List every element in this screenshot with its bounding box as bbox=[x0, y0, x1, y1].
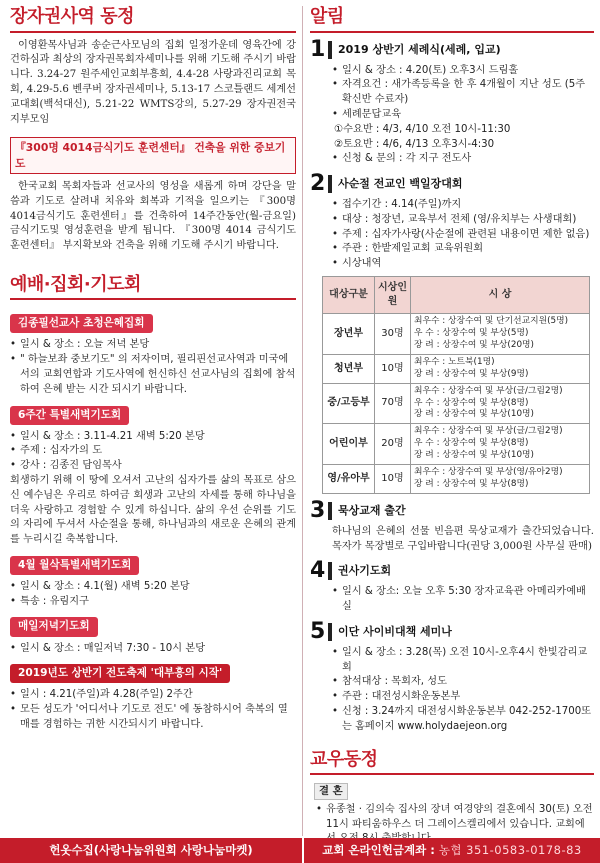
evangelism-list bbox=[10, 688, 296, 732]
table-row bbox=[323, 354, 590, 383]
notice-number: 4 bbox=[310, 558, 326, 584]
award-line: 우 수 : 상장수여 및 부상(5명) bbox=[414, 328, 529, 339]
table-row bbox=[323, 314, 590, 355]
award-line: 최우수 : 상장수여 및 단기선교지원(5명) bbox=[414, 316, 569, 327]
award-line: 최우수 : 상장수여 및 부상(글/그림2명) bbox=[414, 385, 563, 396]
division-cell: 장년부 bbox=[323, 314, 375, 355]
list-item: • 주관 : 한밭제일교회 교육위원회 bbox=[332, 242, 594, 257]
dawn-prayer-list bbox=[10, 430, 296, 474]
division-cell: 어린이부 bbox=[323, 424, 375, 465]
offering-account bbox=[302, 838, 600, 863]
award-line: 최우수 : 상장수여 및 부상(글/그림2명) bbox=[414, 426, 563, 437]
list-item: • 신청 & 문의 : 각 지구 전도사 bbox=[332, 152, 594, 167]
awards-cell bbox=[411, 464, 590, 493]
notice-3-body: 하나님의 은혜의 선물 빈음편 묵상교재가 출간되었습니다. 목자가 목장별로 구입바랍니다(권당 3,000원 사무실 판매) bbox=[332, 525, 594, 552]
awards-table bbox=[322, 276, 590, 494]
table-header: 시상인원 bbox=[375, 276, 411, 313]
revival-list bbox=[10, 338, 296, 397]
section-title-members: 교우동정 bbox=[310, 749, 594, 776]
notice-1-list bbox=[310, 64, 594, 123]
division-cell: 청년부 bbox=[323, 354, 375, 383]
list-item: • 일시 & 장소 : 매일저녁 7:30 - 10시 본당 bbox=[10, 642, 296, 657]
award-line: 최우수 : 상장수여 및 부상(영/유아2명) bbox=[414, 466, 563, 477]
list-item: • 일시 & 장소 : 3.11-4.21 새벽 5:20 본당 bbox=[10, 430, 296, 445]
notice-3-heading bbox=[310, 497, 594, 523]
notice-title: 2019 상반기 세례식(세례, 입교) bbox=[338, 42, 501, 56]
list-item: • 일시 & 장소 : 3.28(목) 오전 10시-오후4시 한빛감리교회 bbox=[332, 646, 594, 676]
table-row bbox=[323, 464, 590, 493]
award-line: 장 려 : 상장수여 및 부상(20명) bbox=[414, 340, 534, 351]
notice-1-contact bbox=[310, 152, 594, 167]
notice-4-list bbox=[310, 585, 594, 615]
clothing-drive-notice: 헌옷수집(사랑나눔위원회 사랑나눔마켓) bbox=[49, 843, 253, 857]
division-cell: 영/유아부 bbox=[323, 464, 375, 493]
list-item: • 모든 성도가 '어디서나 기도로 전도' 에 동참하시어 축복의 열매를 경험하는 귀한 시간되시기 바랍니다. bbox=[10, 703, 296, 733]
list-item: • 일시 & 장소 : 4.1(월) 새벽 5:20 본당 bbox=[10, 580, 296, 595]
section-title-worship: 예배·집회·기도회 bbox=[10, 274, 296, 301]
class-schedule-wed: ①수요반 : 4/3, 4/10 오전 10시-11:30 bbox=[334, 123, 511, 135]
list-item: • 대상 : 청장년, 교육부서 전체 (영/유치부는 사생대회) bbox=[332, 213, 594, 228]
evangelism-label: 2019년도 상반기 전도축제 '대부흥의 시작' bbox=[10, 664, 230, 683]
award-line: 우 수 : 상장수여 및 부상(8명) bbox=[414, 397, 529, 408]
section-title-ministry: 장자권사역 동정 bbox=[10, 6, 296, 33]
revival-label: 김종필선교사 초청은혜집회 bbox=[10, 314, 153, 333]
list-item: • 일시 & 장소 : 4.20(토) 오후3시 드림홀 bbox=[332, 64, 594, 79]
number-bar bbox=[328, 502, 332, 520]
dawn-prayer-label: 6주간 특별새벽기도회 bbox=[10, 406, 129, 425]
table-header: 시 상 bbox=[411, 276, 590, 313]
column-divider bbox=[302, 6, 303, 836]
number-bar bbox=[328, 623, 332, 641]
account-label: 교회 온라인헌금계좌 : bbox=[322, 843, 439, 857]
wedding-tag: 결 혼 bbox=[314, 783, 348, 800]
award-line: 장 려 : 상장수여 및 부상(10명) bbox=[414, 409, 534, 420]
notice-5-list bbox=[310, 646, 594, 735]
awards-cell bbox=[411, 354, 590, 383]
list-item: • 신청 : 3.24까지 대전성시화운동본부 042-252-1700또는 홈페이지 www.holydaejeon.org bbox=[332, 705, 594, 735]
notice-2-heading bbox=[310, 173, 594, 195]
list-item: • 참석대상 : 목회자, 성도 bbox=[332, 675, 594, 690]
list-item: • 주관 : 대전성시화운동본부 bbox=[332, 690, 594, 705]
awards-cell bbox=[411, 424, 590, 465]
list-item: • 접수기간 : 4.14(주일)까지 bbox=[332, 198, 594, 213]
award-line: 장 려 : 상장수여 및 부상(8명) bbox=[414, 478, 529, 489]
count-cell: 10명 bbox=[375, 464, 411, 493]
number-bar bbox=[328, 562, 332, 580]
award-line: 장 려 : 상장수여 및 부상(10명) bbox=[414, 450, 534, 461]
notice-number: 2 bbox=[310, 171, 326, 197]
list-item: • " 하늘보좌 중보기도" 의 저자이며, 필리핀선교사역과 미국에서의 교회연합과 기도사역에 헌신하신 선교사님의 집회에 참석하여 은혜 받는 시간 되시기 바랍니다. bbox=[10, 353, 296, 397]
count-cell: 10명 bbox=[375, 354, 411, 383]
list-item: • 일시 & 장소: 오늘 오후 5:30 장자교육관 아메리카예배실 bbox=[332, 585, 594, 615]
notice-1-heading bbox=[310, 36, 594, 62]
dawn-prayer-body: 회생하기 위해 이 땅에 오셔서 고난의 십자가를 삶의 목표로 삼으신 예수님은 우리로 하여금 회생과 고난의 자세를 통해 하나님을 더욱 사랑하고 경험할 수 있게 하십니다. 삶의 우선 순위를 기도의 자리에 두셔서 사순절을 통해, 하나님과의 새로운 은혜의 관계를 누리시길 축복합니다. bbox=[10, 474, 296, 546]
notice-number: 5 bbox=[310, 618, 326, 644]
notice-5-heading bbox=[310, 618, 594, 644]
awards-cell bbox=[411, 383, 590, 424]
count-cell: 70명 bbox=[375, 383, 411, 424]
list-item: • 일시 : 4.21(주일)과 4.28(주일) 2주간 bbox=[10, 688, 296, 703]
list-item: • 강사 : 김종진 담임목사 bbox=[10, 459, 296, 474]
monthly-prayer-list bbox=[10, 580, 296, 610]
notice-title: 이단 사이비대책 세미나 bbox=[338, 625, 452, 639]
table-row bbox=[323, 424, 590, 465]
evening-prayer-list bbox=[10, 642, 296, 657]
list-item: • 특송 : 유림지구 bbox=[10, 595, 296, 610]
number-bar bbox=[328, 41, 332, 59]
notice-number: 1 bbox=[310, 36, 326, 62]
footer-bar bbox=[0, 838, 600, 863]
number-bar bbox=[328, 175, 332, 193]
awards-cell bbox=[411, 314, 590, 355]
notice-title: 권사기도회 bbox=[338, 564, 392, 578]
notice-4-heading bbox=[310, 560, 594, 582]
notice-title: 묵상교재 출간 bbox=[338, 503, 406, 517]
center-prayer-body: 한국교회 목회자들과 선교사의 영성을 새롭게 하며 강단을 말씀과 기도로 살려내 치유와 회복과 기적을 일으키는 『300명 4014금식기도 훈련센터』를 건축하여 14주간동안(월-금요일) 금식기도및 영성훈련을 받게 됩니다. 『300명 4014 금식기도 훈련센터』 부지확보와 건축을 위해 기도해 주시기 바랍니다. bbox=[10, 180, 296, 252]
center-prayer-heading: 『300명 4014금식기도 훈련센터』 건축을 위한 중보기도 bbox=[10, 137, 296, 174]
list-item: • 주제 : 십자가사랑(사순절에 관련된 내용이면 제한 없음) bbox=[332, 228, 594, 243]
list-item: • 일시 & 장소 : 오늘 저녁 본당 bbox=[10, 338, 296, 353]
count-cell: 20명 bbox=[375, 424, 411, 465]
division-cell: 중/고등부 bbox=[323, 383, 375, 424]
section-title-notice: 알림 bbox=[310, 6, 594, 33]
monthly-prayer-label: 4월 월삭특별새벽기도회 bbox=[10, 556, 139, 575]
notice-title: 사순절 전교인 백일장대회 bbox=[338, 177, 463, 191]
award-line: 최우수 : 노트북(1명) bbox=[414, 356, 495, 367]
table-header: 대상구분 bbox=[323, 276, 375, 313]
notice-number: 3 bbox=[310, 497, 326, 523]
evening-prayer-label: 매일저녁기도회 bbox=[10, 617, 98, 636]
count-cell: 30명 bbox=[375, 314, 411, 355]
list-item: • 세례문답교육 bbox=[332, 108, 594, 123]
ministry-body: 이영환목사님과 송순근사모님의 집회 일정가운데 영육간에 강건하심과 최상의 장자권목회자세미나를 위해 기도해 주시기 바랍니다. 3.24-27 원주세인교회부흥회, 4.4-28 사랑과진리교회 목회, 4.29-5.6 벤쿠버 장자권세미나, 5.13-17 스코틀랜드 세계선교대회(백석대신), 5.21-22 WMTS강의, 5.27-29 장자권전국지부모임 bbox=[10, 39, 296, 125]
class-schedule-sat: ②토요반 : 4/6, 4/13 오후3시-4:30 bbox=[334, 138, 495, 150]
left-column bbox=[10, 6, 296, 733]
list-item: • 시상내역 bbox=[332, 257, 594, 272]
table-row bbox=[323, 383, 590, 424]
list-item: • 주제 : 십자가의 도 bbox=[10, 444, 296, 459]
right-column bbox=[310, 6, 594, 847]
list-item: • 자격요건 : 새가족등록을 한 후 4개월이 지난 성도 (5주 확신반 수료자) bbox=[332, 78, 594, 108]
award-line: 장 려 : 상장수여 및 부상(9명) bbox=[414, 368, 529, 379]
notice-2-list bbox=[310, 198, 594, 272]
account-number: 농협 351-0583-0178-83 bbox=[438, 843, 582, 857]
award-line: 우 수 : 상장수여 및 부상(8명) bbox=[414, 438, 529, 449]
list-item: • 유종철 · 김의숙 집사의 장녀 여경양의 결혼예식 30(토) 오전 11시 파티움하우스 더 그레이스켈리에서 있습니다. 교회에 bbox=[316, 803, 594, 847]
